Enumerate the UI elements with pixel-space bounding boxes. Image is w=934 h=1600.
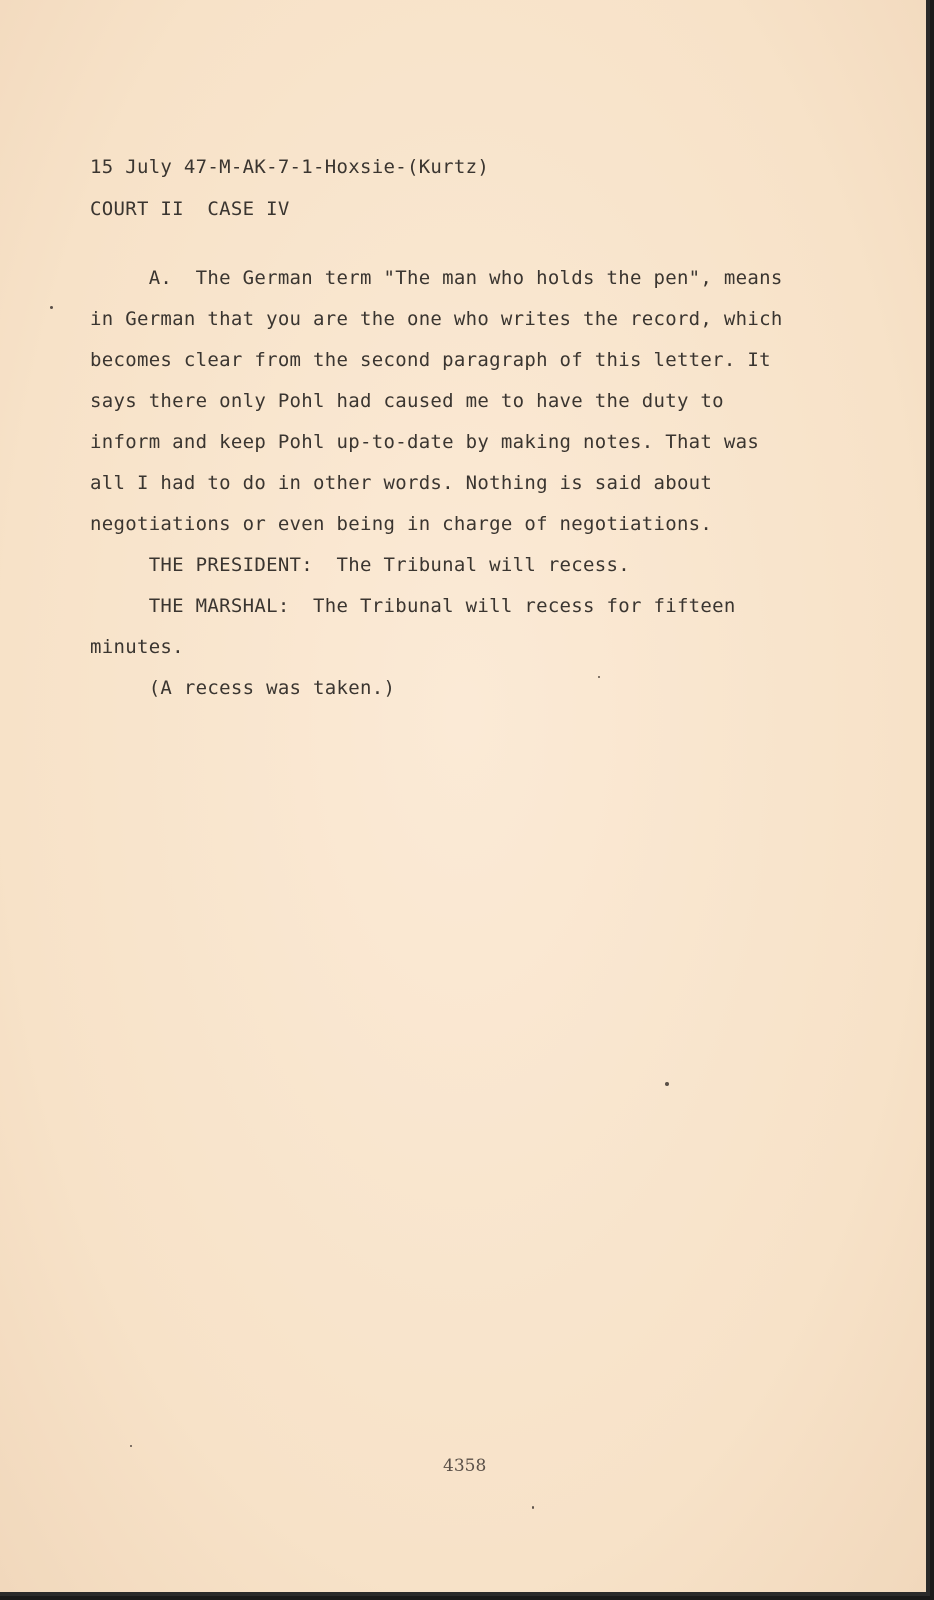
transcript-line: (A recess was taken.) — [90, 677, 396, 699]
paper-speck — [665, 1082, 669, 1086]
transcript-header-date-line: 15 July 47-M-AK-7-1-Hoxsie-(Kurtz) — [90, 156, 490, 178]
paper-speck — [50, 306, 53, 309]
paper-speck — [598, 676, 600, 678]
transcript-line: THE PRESIDENT: The Tribunal will recess. — [90, 554, 630, 576]
paper-speck — [532, 1506, 534, 1509]
transcript-body — [90, 258, 850, 709]
transcript-line: A. The German term "The man who holds the pen", means — [90, 267, 783, 289]
transcript-line: negotiations or even being in charge of negotiations. — [90, 513, 713, 535]
transcript-header-court-line: COURT II CASE IV — [90, 198, 290, 220]
transcript-line: minutes. — [90, 636, 184, 658]
transcript-line: THE MARSHAL: The Tribunal will recess for fifteen — [90, 595, 736, 617]
page-number: 4358 — [443, 1456, 487, 1476]
transcript-line: becomes clear from the second paragraph of this letter. It — [90, 349, 771, 371]
paper-speck — [130, 1445, 132, 1447]
transcript-line: all I had to do in other words. Nothing is said about — [90, 472, 713, 494]
transcript-line: says there only Pohl had caused me to have the duty to — [90, 390, 724, 412]
transcript-line: in German that you are the one who writes the record, which — [90, 308, 783, 330]
transcript-line: inform and keep Pohl up-to-date by making notes. That was — [90, 431, 760, 453]
